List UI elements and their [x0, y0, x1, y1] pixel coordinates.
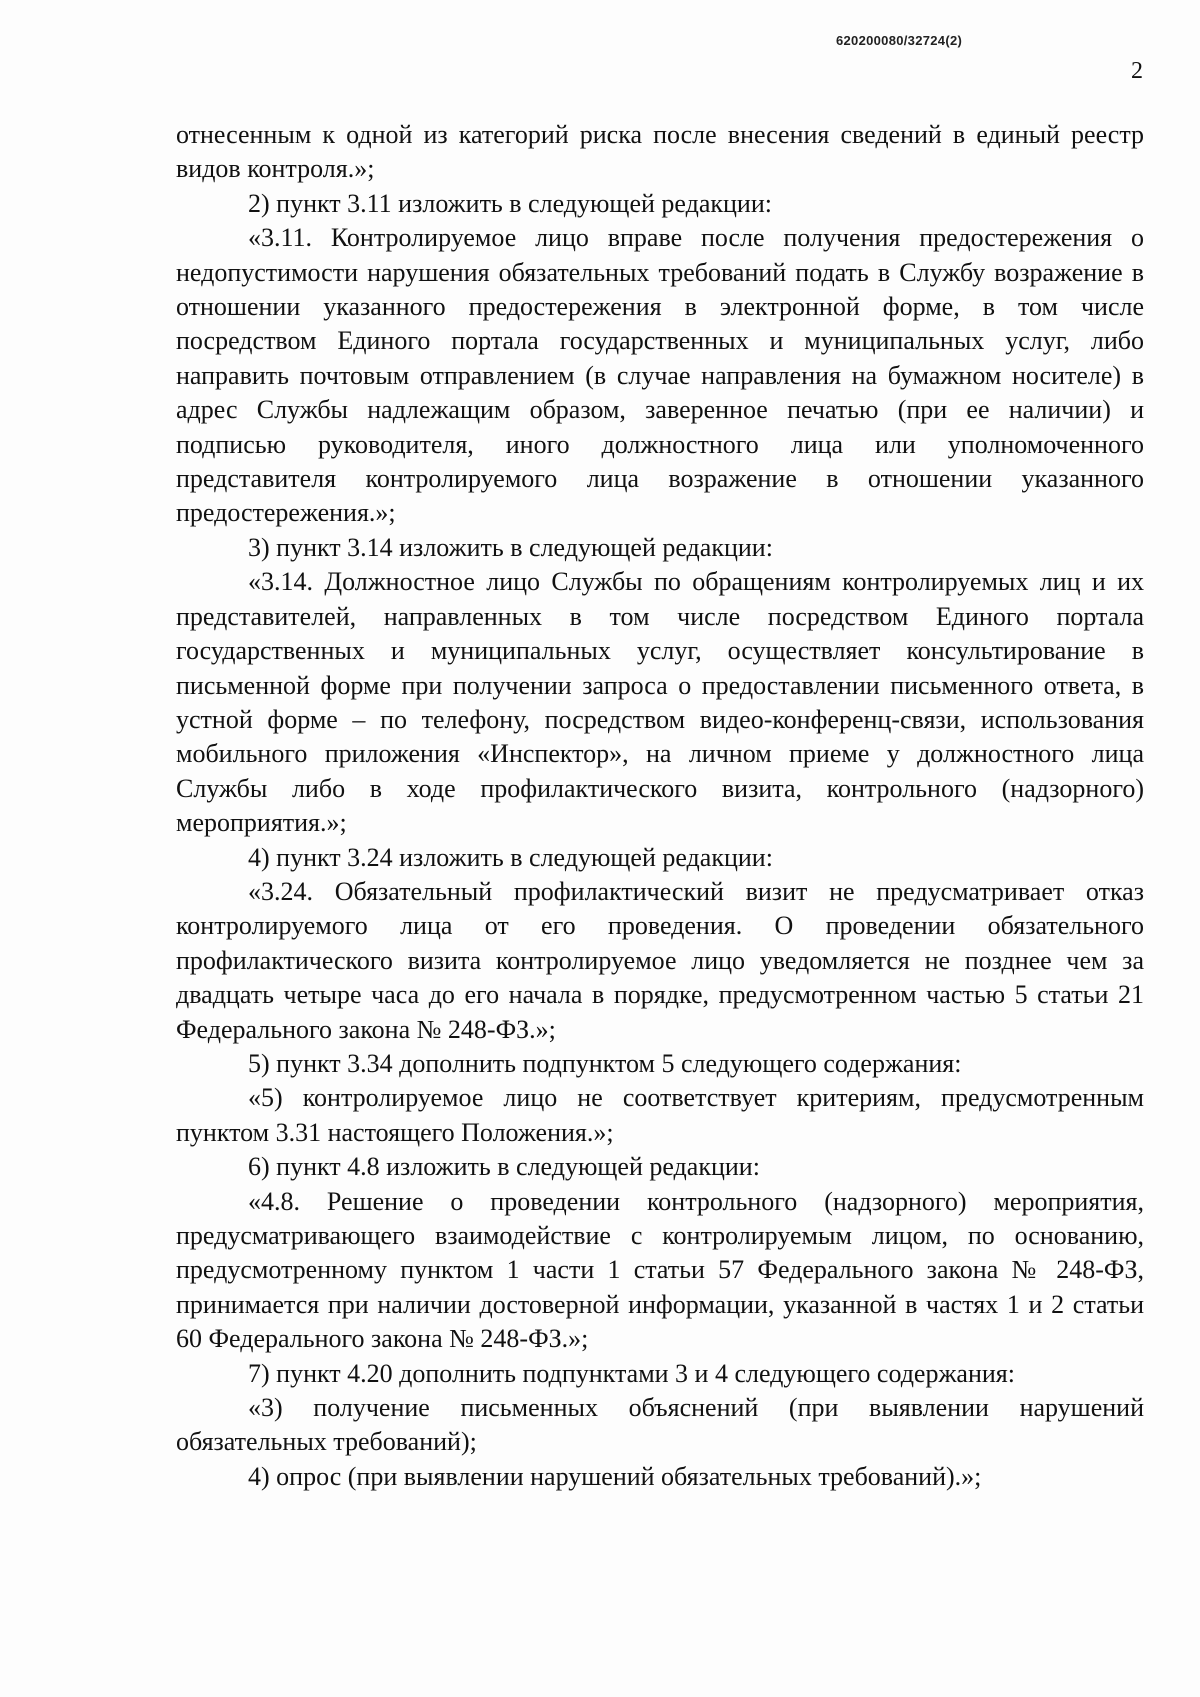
- document-id: 620200080/32724(2): [836, 33, 963, 48]
- paragraph-continuation: отнесенным к одной из категорий риска после внесения сведений в единый реестр видов контроля.»;: [176, 120, 1144, 184]
- page-number: 2: [1131, 58, 1143, 84]
- paragraph-item-5: 5) пункт 3.34 дополнить подпунктом 5 следующего содержания:: [248, 1048, 962, 1078]
- paragraph-quote-3-14: «3.14. Должностное лицо Службы по обращениям контролируемых лиц и их представителей, направленных в том числе посредством Единого портала государственных и муниципальных услуг, осуществляет консультирование в письменной форме при получении запроса о предоставлении письменного ответа, в устной форме – по телефону, посредством видео-конференц-связи, использования мобильного приложения «Инспектор», на личном приеме у должностного лица Службы либо в ходе профилактического визита, контрольного (надзорного) мероприятия.»;: [176, 567, 1144, 838]
- paragraph-item-6: 6) пункт 4.8 изложить в следующей редакции:: [248, 1152, 760, 1182]
- paragraph-subitem-4: 4) опрос (при выявлении нарушений обязательных требований).»;: [248, 1461, 982, 1491]
- paragraph-quote-4-8: «4.8. Решение о проведении контрольного (надзорного) мероприятия, предусматривающего взаимодействие с контролируемым лицом, по основанию, предусмотренному пунктом 1 части 1 статьи 57 Федерального закона № 248-ФЗ, принимается при наличии достоверной информации, указанной в частях 1 и 2 статьи 60 Федерального закона № 248-ФЗ.»;: [176, 1186, 1144, 1354]
- paragraph-item-4: 4) пункт 3.24 изложить в следующей редакции:: [248, 842, 773, 872]
- paragraph-item-2: 2) пункт 3.11 изложить в следующей редакции:: [248, 188, 772, 218]
- paragraph-quote-3-11: «3.11. Контролируемое лицо вправе после получения предостережения о недопустимости нарушения обязательных требований подать в Службу возражение в отношении указанного предостережения в электронной форме, в том числе посредством Единого портала государственных и муниципальных услуг, либо направить почтовым отправлением (в случае направления на бумажном носителе) в адрес Службы надлежащим образом, заверенное печатью (при ее наличии) и подписью руководителя, иного должностного лица или уполномоченного представителя контролируемого лица возражение в отношении указанного предостережения.»;: [176, 223, 1144, 528]
- paragraph-quote-subitem-5: «5) контролируемое лицо не соответствует критериям, предусмотренным пунктом 3.31 настоящего Положения.»;: [176, 1083, 1144, 1147]
- paragraph-item-7: 7) пункт 4.20 дополнить подпунктами 3 и 4 следующего содержания:: [248, 1358, 1015, 1388]
- paragraph-item-3: 3) пункт 3.14 изложить в следующей редакции:: [248, 532, 773, 562]
- paragraph-quote-3-24: «3.24. Обязательный профилактический визит не предусматривает отказ контролируемого лица от его проведения. О проведении обязательного профилактического визита контролируемое лицо уведомляется не позднее чем за двадцать четыре часа до его начала в порядке, предусмотренном частью 5 статьи 21 Федерального закона № 248-ФЗ.»;: [176, 876, 1144, 1044]
- document-body: [176, 118, 1144, 1494]
- paragraph-quote-subitem-3: «3) получение письменных объяснений (при выявлении нарушений обязательных требований);: [176, 1393, 1144, 1457]
